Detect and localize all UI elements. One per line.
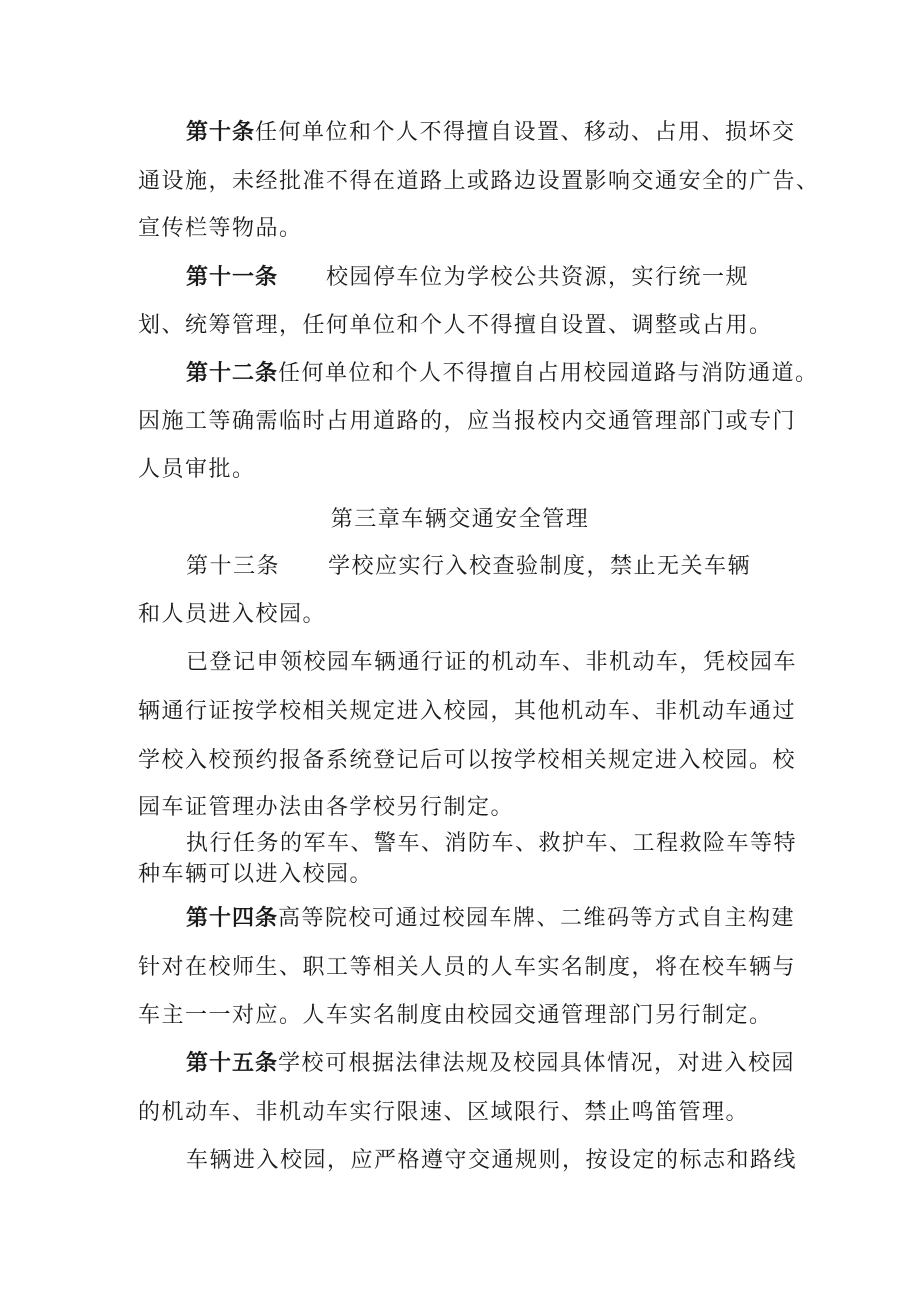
registered-para-line-2: 辆通行证按学校相关规定进入校园，其他机动车、非机动车通过 [138, 699, 797, 724]
article-10-line-3: 宣传栏等物品。 [138, 216, 303, 241]
article-14-line-2: 针对在校师生、职工等相关人员的人车实名制度，将在校车辆与 [138, 955, 797, 980]
article-12-line-1 [186, 359, 819, 389]
special-para-line-1: 执行任务的军车、警车、消防车、救护车、工程救险车等特 [186, 831, 798, 856]
article-13-title: 第十三条 [186, 554, 281, 579]
article-10-line-1 [186, 118, 798, 148]
article-10-text-1: 任何单位和个人不得擅自设置、移动、占用、损坏交 [255, 120, 796, 145]
special-para-line-2: 种车辆可以进入校园。 [138, 862, 374, 887]
article-14-text-1: 高等院校可通过校园车牌、二维码等方式自主构建 [278, 906, 796, 931]
article-11-line-1 [186, 263, 798, 293]
article-14-line-1 [186, 904, 798, 934]
article-12-title: 第十二条 [186, 361, 279, 386]
article-11-text-1: 校园停车位为学校公共资源，实行统一规 [326, 265, 750, 290]
enter-para-line-1: 车辆进入校园，应严格遵守交通规则，按设定的标志和路线 [186, 1148, 798, 1173]
article-11-title: 第十一条 [186, 265, 279, 290]
article-15-text-1: 学校可根据法律法规及校园具体情况，对进入校园 [278, 1051, 796, 1076]
article-15-line-1 [186, 1049, 798, 1079]
chapter-3-heading: 第三章车辆交通安全管理 [330, 507, 590, 532]
registered-para-line-3: 学校入校预约报备系统登记后可以按学校相关规定进入校园。校 [138, 748, 797, 773]
registered-para-line-4: 园车证管理办法由各学校另行制定。 [138, 795, 515, 820]
article-13-line-2: 和人员进入校园。 [138, 602, 327, 627]
article-12-line-2: 因施工等确需临时占用道路的，应当报校内交通管理部门或专门 [138, 409, 797, 434]
article-12-text-1: 任何单位和个人不得擅自占用校园道路与消防通道。 [278, 361, 819, 386]
article-10-title: 第十条 [186, 120, 256, 145]
article-14-title: 第十四条 [186, 906, 279, 931]
article-14-line-3: 车主一一对应。人车实名制度由校园交通管理部门另行制定。 [138, 1003, 773, 1028]
article-13-text-1: 学校应实行入校查验制度，禁止无关车辆 [328, 554, 752, 579]
article-12-line-3: 人员审批。 [138, 457, 256, 482]
article-15-title: 第十五条 [186, 1051, 279, 1076]
article-13-line-1 [186, 552, 798, 582]
article-11-line-2: 划、统筹管理，任何单位和个人不得擅自设置、调整或占用。 [138, 313, 773, 338]
article-10-line-2: 通设施，未经批准不得在道路上或路边设置影响交通安全的广告、 [138, 169, 820, 194]
article-15-line-2: 的机动车、非机动车实行限速、区域限行、禁止鸣笛管理。 [138, 1100, 750, 1125]
registered-para-line-1: 已登记申领校园车辆通行证的机动车、非机动车，凭校园车 [186, 650, 798, 675]
